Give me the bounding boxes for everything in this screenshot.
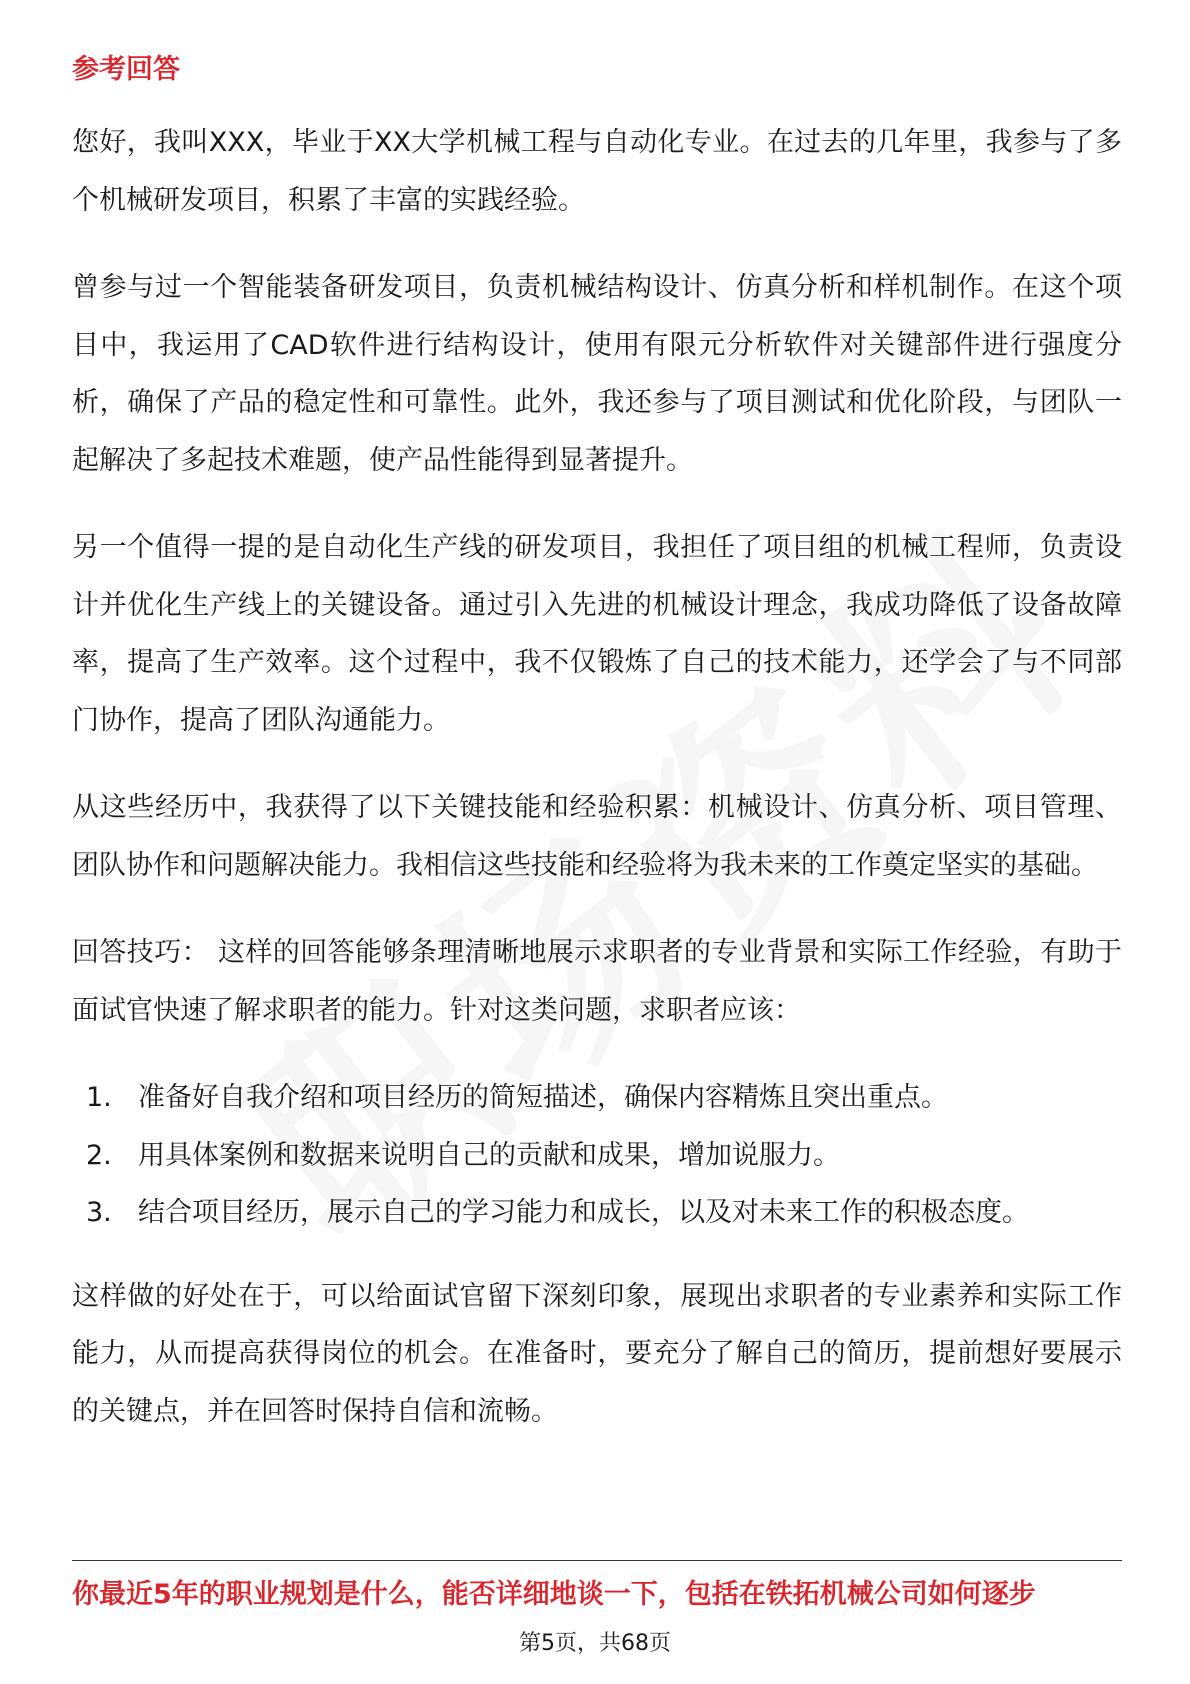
- divider: [72, 1560, 1122, 1561]
- list-number: 1.: [86, 1082, 112, 1113]
- answer-paragraph-2: 曾参与过一个智能装备研发项目，负责机械结构设计、仿真分析和样机制作。在这个项目中，我运用了CAD软件进行结构设计，使用有限元分析软件对关键部件进行强度分析，确保了产品的稳定性和可靠性。此外，我还参与了项目测试和优化阶段，与团队一起解决了多起技术难题，使产品性能得到显著提升。: [72, 272, 1122, 476]
- list-text: 准备好自我介绍和项目经历的简短描述，确保内容精炼且突出重点。: [138, 1082, 948, 1113]
- page-number: 第5页，共68页: [519, 1631, 671, 1656]
- answer-paragraph-4: 从这些经历中，我获得了以下关键技能和经验积累：机械设计、仿真分析、项目管理、团队协作和问题解决能力。我相信这些技能和经验将为我未来的工作奠定坚实的基础。: [72, 792, 1122, 881]
- document-page: [72, 40, 1122, 1470]
- answer-paragraph-1: 您好，我叫XXX，毕业于XX大学机械工程与自动化专业。在过去的几年里，我参与了多个机械研发项目，积累了丰富的实践经验。: [72, 127, 1122, 216]
- list-item: [72, 1184, 1122, 1242]
- list-text: 用具体案例和数据来说明自己的贡献和成果，增加说服力。: [138, 1139, 840, 1171]
- next-question-heading: 你最近5年的职业规划是什么，能否详细地谈一下，包括在铁拓机械公司如何逐步: [72, 1579, 1036, 1610]
- list-item: [72, 1127, 1122, 1185]
- list-text: 结合项目经历，展示自己的学习能力和成长，以及对未来工作的积极态度。: [138, 1197, 1029, 1228]
- list-number: 3.: [86, 1197, 112, 1228]
- list-number: 2.: [86, 1139, 112, 1171]
- section-title: 参考回答: [72, 54, 180, 85]
- answer-paragraph-3: 另一个值得一提的是自动化生产线的研发项目，我担任了项目组的机械工程师，负责设计并优化生产线上的关键设备。通过引入先进的机械设计理念，我成功降低了设备故障率，提高了生产效率。这个过程中，我不仅锻炼了自己的技术能力，还学会了与不同部门协作，提高了团队沟通能力。: [72, 532, 1122, 736]
- tips-list: [72, 1069, 1122, 1242]
- list-item: [72, 1069, 1122, 1127]
- tips-paragraph: 回答技巧： 这样的回答能够条理清晰地展示求职者的专业背景和实际工作经验，有助于面试官快速了解求职者的能力。针对这类问题，求职者应该：: [72, 937, 1122, 1026]
- closing-paragraph: 这样做的好处在于，可以给面试官留下深刻印象，展现出求职者的专业素养和实际工作能力，从而提高获得岗位的机会。在准备时，要充分了解自己的简历，提前想好要展示的关键点，并在回答时保持自信和流畅。: [72, 1280, 1122, 1427]
